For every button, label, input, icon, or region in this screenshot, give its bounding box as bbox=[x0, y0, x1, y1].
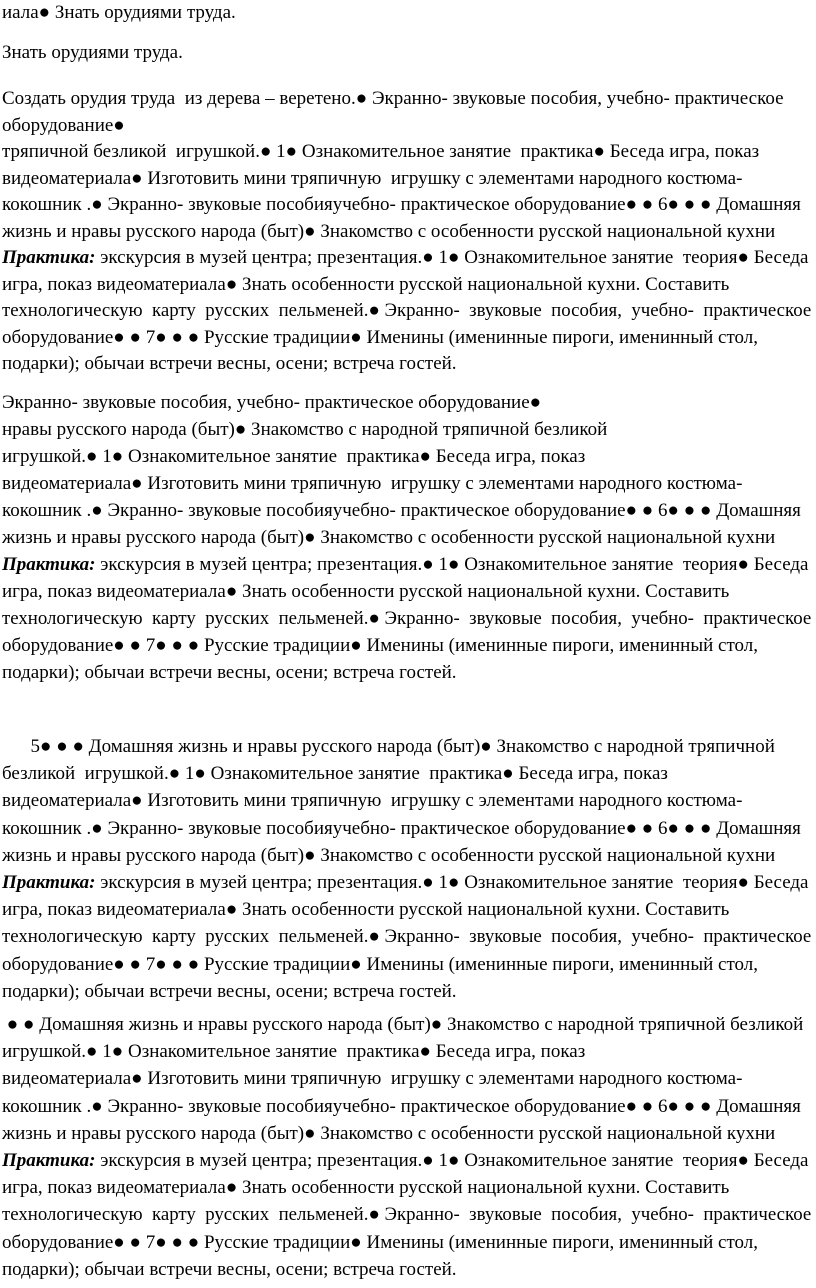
text-run: иала● Знать орудиями труда. bbox=[2, 2, 236, 23]
text-line bbox=[2, 761, 812, 787]
text-run: ● ● Домашняя жизнь и нравы русского народа (быт)● Знакомство с народной тряпичной безликой bbox=[2, 1014, 804, 1035]
text-line bbox=[2, 113, 812, 139]
text-line bbox=[2, 86, 812, 112]
text-run: Знать орудиями труда. bbox=[2, 42, 183, 63]
text-line bbox=[2, 633, 812, 659]
text-line bbox=[2, 1039, 812, 1065]
text-line bbox=[2, 1257, 812, 1283]
text-line bbox=[2, 897, 812, 923]
text-line bbox=[2, 552, 812, 578]
text-run: технологическую карту русских пельменей.● Экранно- звуковые пособия, учебно- практическое bbox=[2, 926, 812, 948]
text-run: Экранно- звуковые пособия, учебно- практическое оборудование● bbox=[2, 392, 542, 413]
text-run: кокошник .● Экранно- звуковые пособияучебно- практическое оборудование● ● 6● ● ● Домашняя bbox=[2, 1095, 801, 1117]
text-run: подарки); обычаи встречи весны, осени; встреча гостей. bbox=[2, 1258, 457, 1280]
practice-label: Практика: bbox=[2, 872, 96, 893]
text-line bbox=[2, 245, 812, 271]
text-line bbox=[2, 1230, 812, 1256]
text-line bbox=[2, 298, 812, 324]
text-run: тряпичной безликой игрушкой.● 1● Ознакомительное занятие практика● Беседа игра, показ bbox=[2, 141, 760, 162]
text-line bbox=[2, 952, 812, 978]
text-line bbox=[2, 788, 812, 814]
text-run: игрушкой.● 1● Ознакомительное занятие практика● Беседа игра, показ bbox=[2, 446, 586, 467]
text-line bbox=[2, 444, 812, 470]
text-line bbox=[2, 219, 812, 245]
text-run: экскурсия в музей центра; презентация.● 1● Ознакомительное занятие теория● Беседа bbox=[95, 1150, 809, 1171]
text-line bbox=[2, 606, 812, 632]
text-line bbox=[2, 579, 812, 605]
text-run: технологическую карту русских пельменей.● Экранно- звуковые пособия, учебно- практическое bbox=[2, 608, 812, 629]
practice-label: Практика: bbox=[2, 554, 96, 575]
practice-label: Практика: bbox=[2, 247, 96, 268]
text-run: видеоматериала● Изготовить мини тряпичную игрушку с элементами народного костюма- bbox=[2, 167, 743, 189]
text-run: подарки); обычаи встречи весны, осени; встреча гостей. bbox=[2, 353, 457, 374]
text-line bbox=[2, 734, 812, 760]
text-run: видеоматериала● Изготовить мини тряпичную игрушку с элементами народного костюма- bbox=[2, 1068, 743, 1090]
text-line bbox=[2, 1012, 812, 1038]
text-run: оборудование● ● 7● ● ● Русские традиции● Именины (именинные пироги, именинный стол, bbox=[2, 953, 759, 975]
text-line bbox=[2, 498, 812, 524]
text-line bbox=[2, 1121, 812, 1147]
text-line bbox=[2, 816, 812, 842]
text-run: игра, показ видеоматериала● Знать особенности русской национальной кухни. Составить bbox=[2, 899, 730, 921]
text-run: нравы русского народа (быт)● Знакомство с народной тряпичной безликой bbox=[2, 419, 608, 440]
text-line bbox=[2, 924, 812, 950]
text-line bbox=[2, 471, 812, 497]
text-line bbox=[2, 1175, 812, 1201]
text-run: видеоматериала● Изготовить мини тряпичную игрушку с элементами народного костюма- bbox=[2, 790, 743, 812]
text-line bbox=[2, 979, 812, 1005]
text-line bbox=[2, 417, 812, 443]
text-line bbox=[2, 166, 812, 192]
text-run: жизнь и нравы русского народа (быт)● Знакомство с особенности русской национальной кухни bbox=[2, 527, 776, 548]
text-run: технологическую карту русских пельменей.● Экранно- звуковые пособия, учебно- практическое bbox=[2, 300, 812, 321]
text-line bbox=[2, 1094, 812, 1120]
text-run: оборудование● ● 7● ● ● Русские традиции● Именины (именинные пироги, именинный стол, bbox=[2, 326, 759, 348]
text-run: видеоматериала● Изготовить мини тряпичную игрушку с элементами народного костюма- bbox=[2, 473, 743, 494]
text-run: экскурсия в музей центра; презентация.● 1● Ознакомительное занятие теория● Беседа bbox=[95, 247, 809, 268]
text-run: оборудование● bbox=[2, 114, 125, 136]
text-run: экскурсия в музей центра; презентация.● 1● Ознакомительное занятие теория● Беседа bbox=[95, 872, 809, 893]
text-line bbox=[2, 325, 812, 351]
text-run: экскурсия в музей центра; презентация.● 1● Ознакомительное занятие теория● Беседа bbox=[95, 554, 809, 575]
text-line bbox=[2, 843, 812, 869]
text-line bbox=[2, 660, 812, 686]
practice-label: Практика: bbox=[2, 1150, 96, 1171]
text-run: кокошник .● Экранно- звуковые пособияучебно- практическое оборудование● ● 6● ● ● Домашняя bbox=[2, 500, 801, 521]
text-line bbox=[2, 1202, 812, 1228]
text-run: игрушкой.● 1● Ознакомительное занятие практика● Беседа игра, показ bbox=[2, 1041, 586, 1063]
text-line bbox=[2, 192, 812, 218]
text-line bbox=[2, 272, 812, 298]
text-line bbox=[2, 351, 812, 377]
text-run: Создать орудия труда из дерева – веретено.● Экранно- звуковые пособия, учебно- практическое bbox=[2, 88, 784, 109]
text-run: игра, показ видеоматериала● Знать особенности русской национальной кухни. Составить bbox=[2, 273, 730, 295]
text-run: подарки); обычаи встречи весны, осени; встреча гостей. bbox=[2, 980, 457, 1002]
text-run: кокошник .● Экранно- звуковые пособияучебно- практическое оборудование● ● 6● ● ● Домашняя bbox=[2, 817, 801, 839]
text-run: подарки); обычаи встречи весны, осени; встреча гостей. bbox=[2, 662, 457, 683]
text-line bbox=[2, 525, 812, 551]
text-run: игра, показ видеоматериала● Знать особенности русской национальной кухни. Составить bbox=[2, 1177, 730, 1199]
text-line bbox=[2, 0, 812, 26]
text-run: оборудование● ● 7● ● ● Русские традиции● Именины (именинные пироги, именинный стол, bbox=[2, 1231, 759, 1253]
text-line bbox=[2, 390, 812, 416]
text-run: технологическую карту русских пельменей.● Экранно- звуковые пособия, учебно- практическое bbox=[2, 1204, 812, 1226]
text-line bbox=[2, 139, 812, 165]
text-line bbox=[2, 40, 812, 66]
text-run: игра, показ видеоматериала● Знать особенности русской национальной кухни. Составить bbox=[2, 581, 730, 602]
text-line bbox=[2, 870, 812, 896]
text-run: жизнь и нравы русского народа (быт)● Знакомство с особенности русской национальной кухни bbox=[2, 220, 776, 242]
text-line bbox=[2, 1148, 812, 1174]
text-run: жизнь и нравы русского народа (быт)● Знакомство с особенности русской национальной кухни bbox=[2, 1122, 776, 1144]
text-run: 5● ● ● Домашняя жизнь и нравы русского народа (быт)● Знакомство с народной тряпичной bbox=[2, 736, 775, 757]
text-run: безликой игрушкой.● 1● Ознакомительное занятие практика● Беседа игра, показ bbox=[2, 763, 668, 785]
text-run: кокошник .● Экранно- звуковые пособияучебно- практическое оборудование● ● 6● ● ● Домашняя bbox=[2, 194, 801, 215]
text-run: оборудование● ● 7● ● ● Русские традиции● Именины (именинные пироги, именинный стол, bbox=[2, 635, 759, 656]
text-run: жизнь и нравы русского народа (быт)● Знакомство с особенности русской национальной кухни bbox=[2, 844, 776, 866]
text-line bbox=[2, 1066, 812, 1092]
